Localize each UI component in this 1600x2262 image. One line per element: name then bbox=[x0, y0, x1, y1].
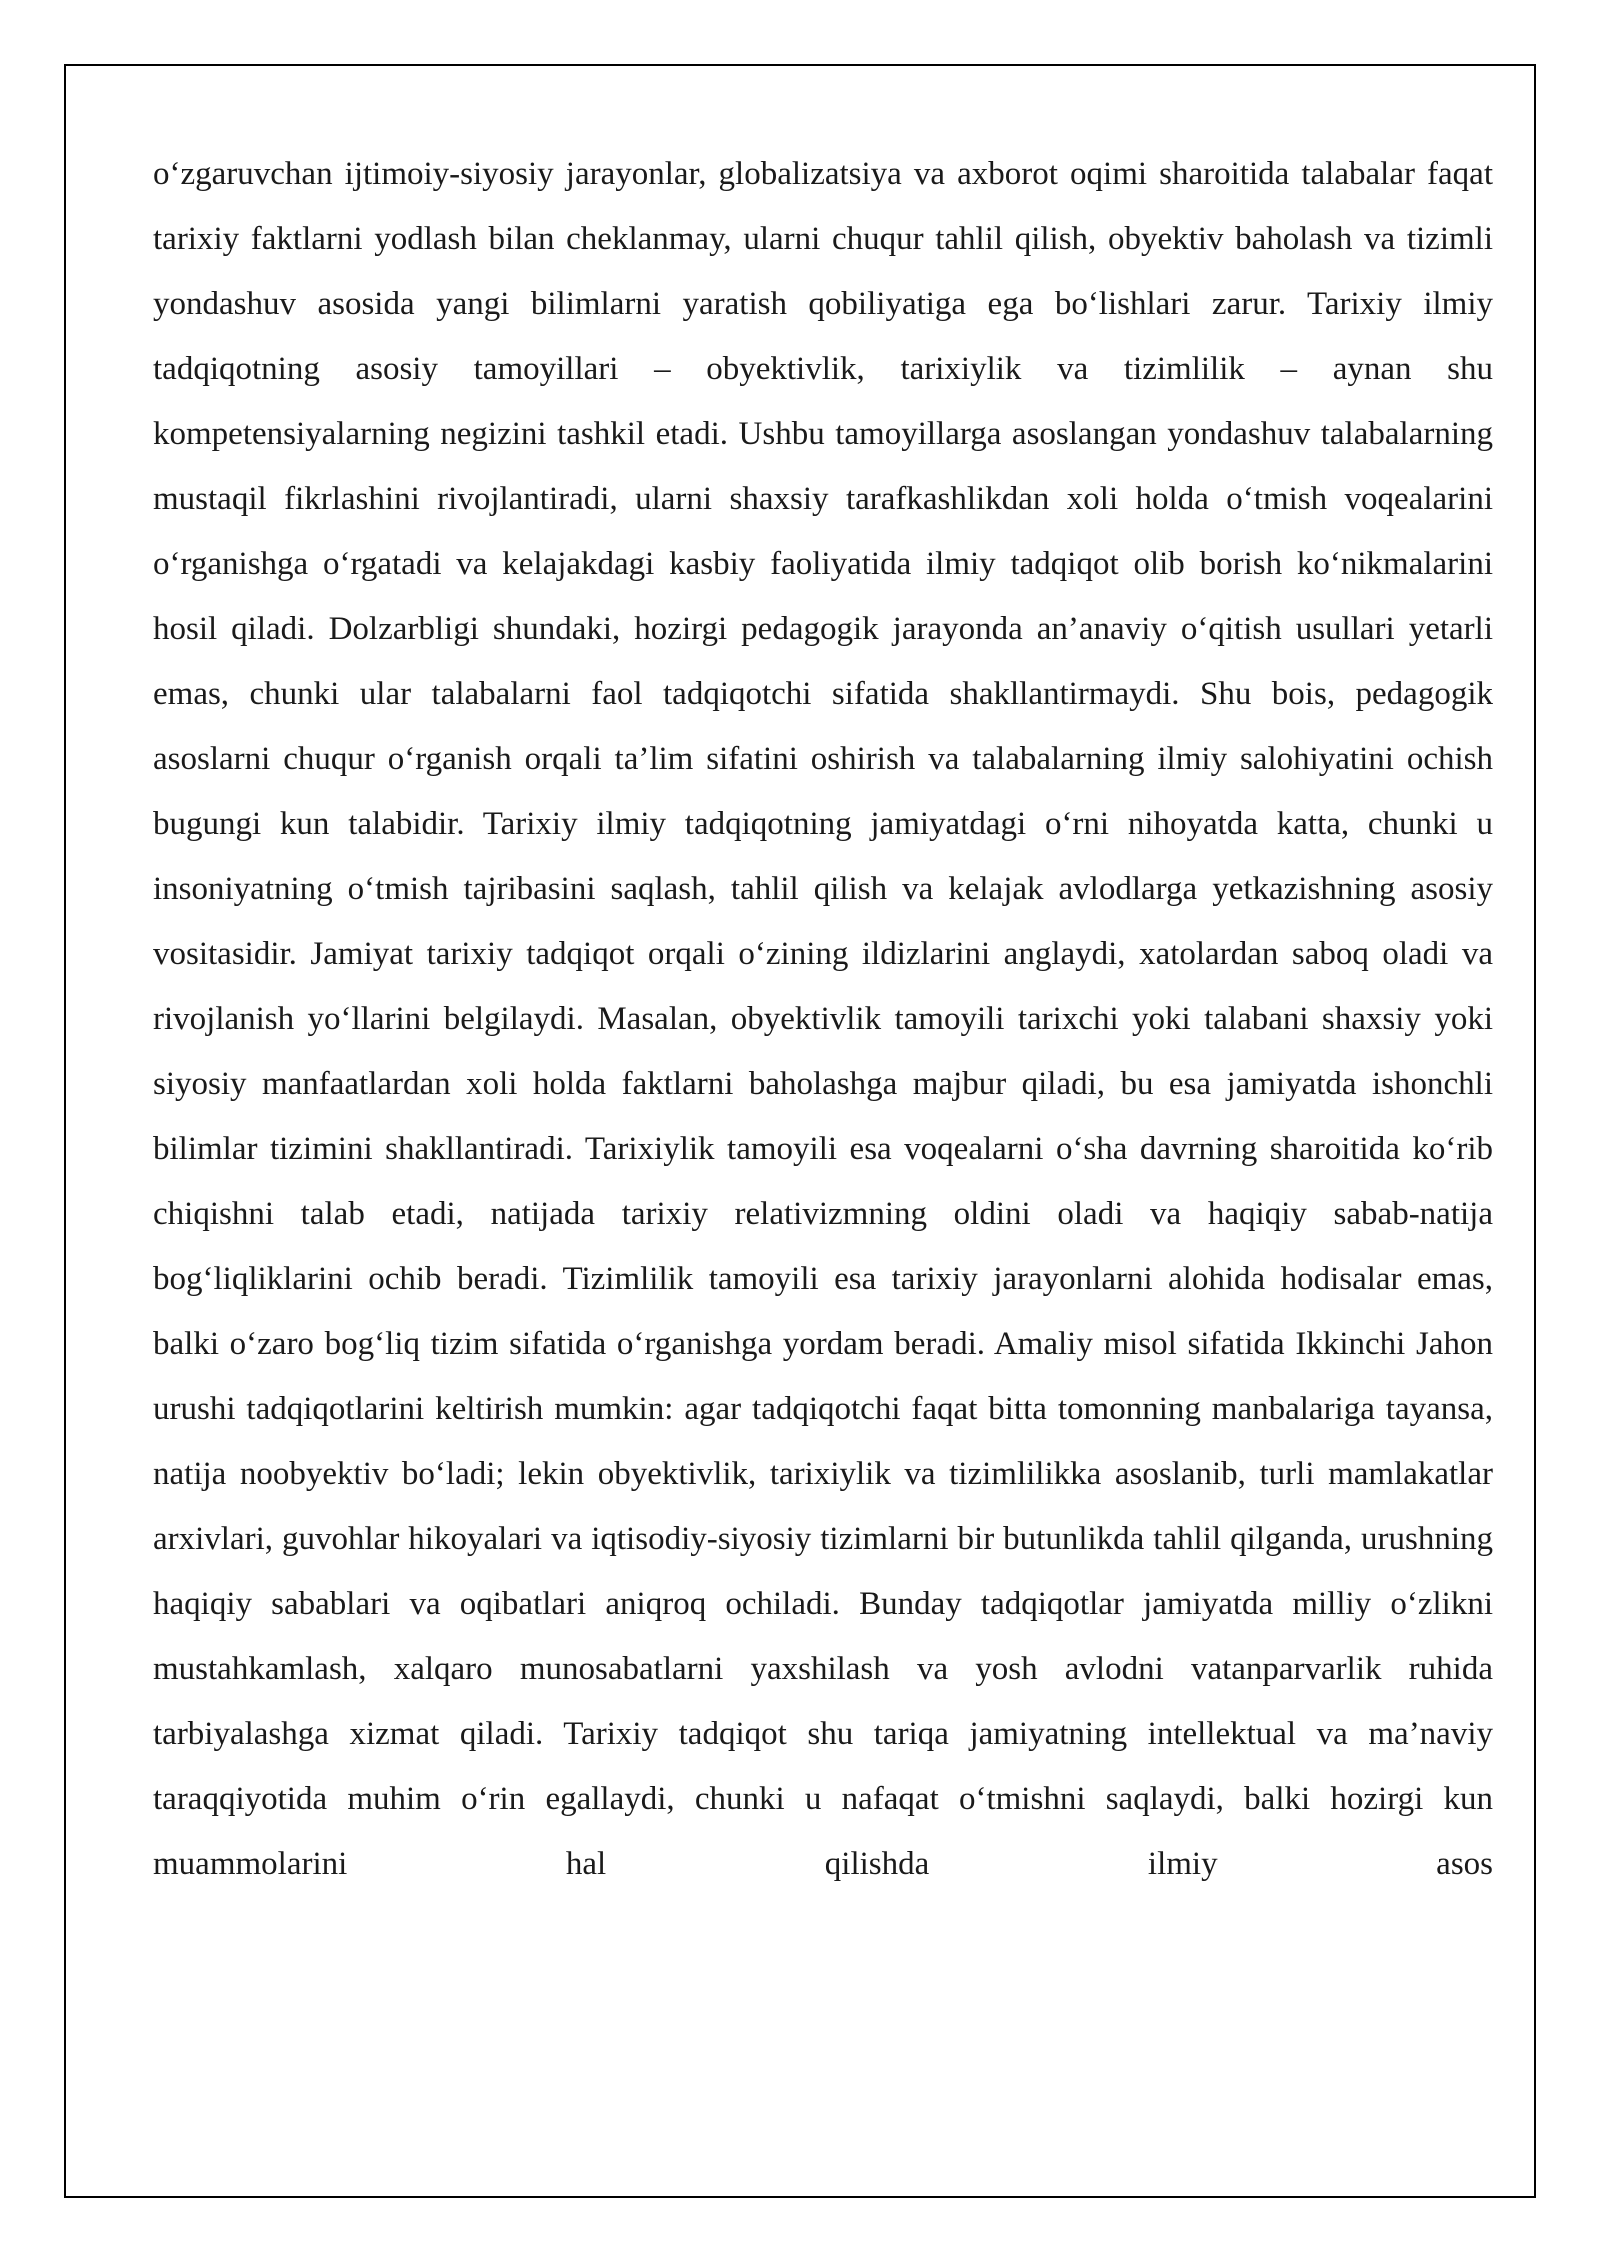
body-paragraph: o‘zgaruvchan ijtimoiy-siyosiy jarayonlar, globalizatsiya va axborot oqimi sharoitida talabalar faqat tarixiy faktlarni yodlash bilan cheklanmay, ularni chuqur tahlil qilish, obyektiv baholash va tizimli yondashuv asosida yangi bilimlarni yaratish qobiliyatiga ega bo‘lishlari zarur. Tarixiy ilmiy tadqiqotning asosiy tamoyillari – obyektivlik, tarixiylik va tizimlilik – aynan shu kompetensiyalarning negizini tashkil etadi. Ushbu tamoyillarga asoslangan yondashuv talabalarning mustaqil fikrlashini rivojlantiradi, ularni shaxsiy tarafkashlikdan xoli holda o‘tmish voqealarini o‘rganishga o‘rgatadi va kelajakdagi kasbiy faoliyatida ilmiy tadqiqot olib borish ko‘nikmalarini hosil qiladi. Dolzarbligi shundaki, hozirgi pedagogik jarayonda an’anaviy o‘qitish usullari yetarli emas, chunki ular talabalarni faol tadqiqotchi sifatida shakllantirmaydi. Shu bois, pedagogik asoslarni chuqur o‘rganish orqali ta’lim sifatini oshirish va talabalarning ilmiy salohiyatini ochish bugungi kun talabidir. Tarixiy ilmiy tadqiqotning jamiyatdagi o‘rni nihoyatda katta, chunki u insoniyatning o‘tmish tajribasini saqlash, tahlil qilish va kelajak avlodlarga yetkazishning asosiy vositasidir. Jamiyat tarixiy tadqiqot orqali o‘zining ildizlarini anglaydi, xatolardan saboq oladi va rivojlanish yo‘llarini belgilaydi. Masalan, obyektivlik tamoyili tarixchi yoki talabani shaxsiy yoki siyosiy manfaatlardan xoli holda faktlarni baholashga majbur qiladi, bu esa jamiyatda ishonchli bilimlar tizimini shakllantiradi. Tarixiylik tamoyili esa voqealarni o‘sha davrning sharoitida ko‘rib chiqishni talab etadi, natijada tarixiy relativizmning oldini oladi va haqiqiy sabab-natija bog‘liqliklarini ochib beradi. Tizimlilik tamoyili esa tarixiy jarayonlarni alohida hodisalar emas, balki o‘zaro bog‘liq tizim sifatida o‘rganishga yordam beradi. Amaliy misol sifatida Ikkinchi Jahon urushi tadqiqotlarini keltirish mumkin: agar tadqiqotchi faqat bitta tomonning manbalariga tayansa, natija noobyektiv bo‘ladi; lekin obyektivlik, tarixiylik va tizimlilikka asoslanib, turli mamlakatlar arxivlari, guvohlar hikoyalari va iqtisodiy-siyosiy tizimlarni bir butunlikda tahlil qilganda, urushning haqiqiy sabablari va oqibatlari aniqroq ochiladi. Bunday tadqiqotlar jamiyatda milliy o‘zlikni mustahkamlash, xalqaro munosabatlarni yaxshilash va yosh avlodni vatanparvarlik ruhida tarbiyalashga xizmat qiladi. Tarixiy tadqiqot shu tariqa jamiyatning intellektual va ma’naviy taraqqiyotida muhim o‘rin egallaydi, chunki u nafaqat o‘tmishni saqlaydi, balki hozirgi kun muammolarini hal qilishda ilmiy asos bbox=[153, 156, 1493, 1882]
